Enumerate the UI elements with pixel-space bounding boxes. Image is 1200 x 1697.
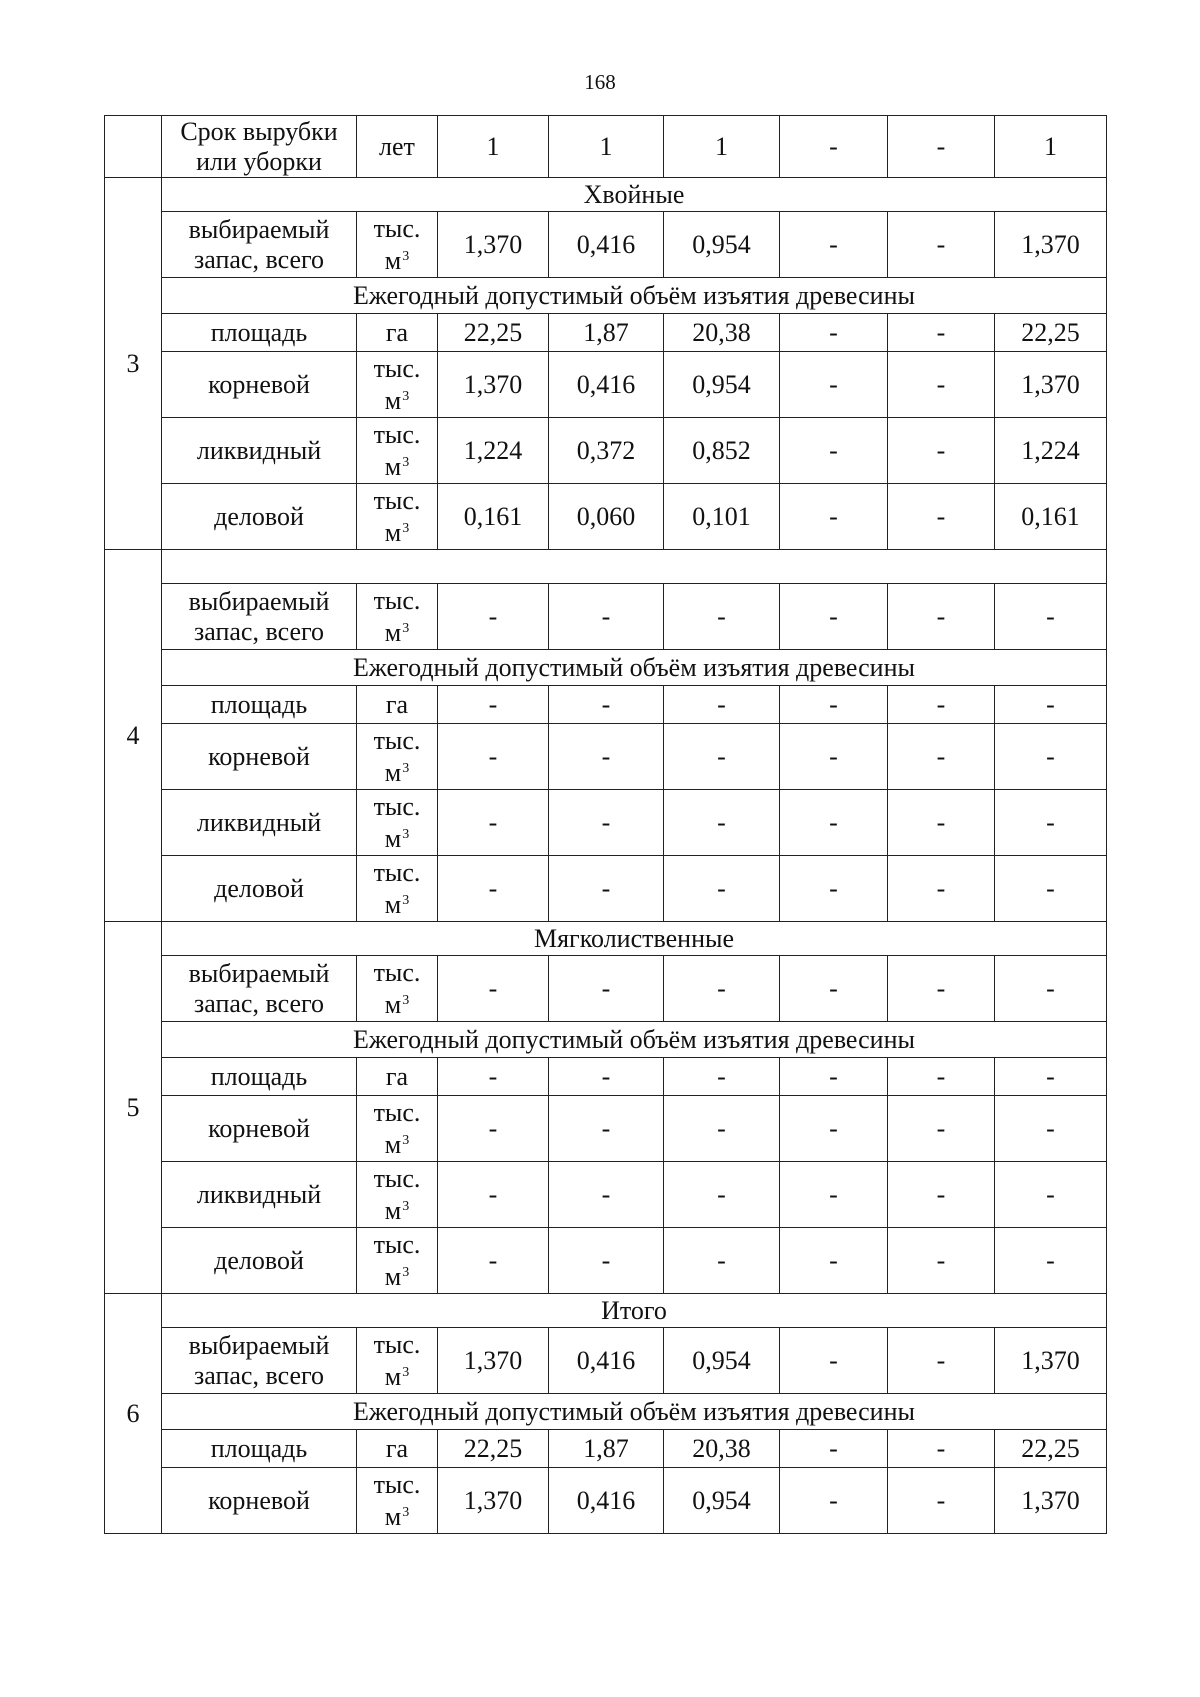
unit-text: тыс. xyxy=(373,485,421,515)
value-cell: 0,161 xyxy=(995,484,1107,550)
value-cell: - xyxy=(995,956,1107,1022)
unit-base: $м^3$ xyxy=(384,617,410,647)
section-number: 4 xyxy=(105,550,162,922)
value-cell: - xyxy=(888,1058,995,1096)
unit-exponent: 3 xyxy=(402,1504,410,1520)
section-title: Итого xyxy=(162,1294,1107,1328)
table-row xyxy=(105,1058,1107,1096)
value-cell: - xyxy=(438,1162,549,1228)
value-cell: - xyxy=(888,1468,995,1534)
table-row xyxy=(105,1096,1107,1162)
table-row xyxy=(105,724,1107,790)
unit-exponent: 3 xyxy=(402,620,410,636)
value-cell: - xyxy=(438,790,549,856)
value-cell: - xyxy=(995,584,1107,650)
row-label: корневой xyxy=(162,1096,357,1162)
value-cell: 1,87 xyxy=(549,1430,664,1468)
row-label: выбираемый запас, всего xyxy=(162,956,357,1022)
table-row xyxy=(105,1430,1107,1468)
value-cell: - xyxy=(780,686,888,724)
value-cell: - xyxy=(438,1058,549,1096)
value-cell: 1,370 xyxy=(995,1328,1107,1394)
value-cell: - xyxy=(995,1162,1107,1228)
value-cell: - xyxy=(664,1162,780,1228)
value-cell: - xyxy=(664,1096,780,1162)
value-cell: 0,372 xyxy=(549,418,664,484)
row-label: площадь xyxy=(162,1430,357,1468)
unit-cell xyxy=(357,314,438,352)
unit-cell xyxy=(357,1228,438,1294)
value-cell: 1,370 xyxy=(995,212,1107,278)
row-label: выбираемый запас, всего xyxy=(162,1328,357,1394)
value-cell: - xyxy=(549,686,664,724)
value-cell: 1 xyxy=(995,116,1107,178)
value-cell: 20,38 xyxy=(664,1430,780,1468)
value-cell: - xyxy=(549,1096,664,1162)
value-cell: 1,370 xyxy=(438,352,549,418)
unit-text: га xyxy=(385,317,409,347)
section-title xyxy=(162,550,1107,584)
unit-base: $м^3$ xyxy=(384,823,410,853)
value-cell: - xyxy=(549,1162,664,1228)
annual-header-row xyxy=(105,650,1107,686)
unit-cell xyxy=(357,212,438,278)
table-row xyxy=(105,790,1107,856)
table-row xyxy=(105,484,1107,550)
unit-cell xyxy=(357,484,438,550)
annual-header: Ежегодный допустимый объём изъятия древесины xyxy=(162,650,1107,686)
value-cell: 22,25 xyxy=(438,1430,549,1468)
row-label: площадь xyxy=(162,314,357,352)
table-row xyxy=(105,584,1107,650)
value-cell: - xyxy=(780,116,888,178)
value-cell: 1,370 xyxy=(995,352,1107,418)
unit-cell xyxy=(357,1468,438,1534)
unit-text: лет xyxy=(379,131,415,161)
unit-cell xyxy=(357,1162,438,1228)
value-cell: 1,224 xyxy=(438,418,549,484)
value-cell: 20,38 xyxy=(664,314,780,352)
unit-cell xyxy=(357,116,438,178)
value-cell: 0,161 xyxy=(438,484,549,550)
table-row xyxy=(105,1228,1107,1294)
unit-base: $м^3$ xyxy=(384,1361,410,1391)
unit-exponent: 3 xyxy=(402,992,410,1008)
row-number-cell xyxy=(105,116,162,178)
value-cell: - xyxy=(664,686,780,724)
value-cell: - xyxy=(438,724,549,790)
unit-text: га xyxy=(385,1061,409,1091)
unit-text: га xyxy=(385,689,409,719)
value-cell: - xyxy=(780,1228,888,1294)
value-cell: - xyxy=(780,790,888,856)
value-cell: - xyxy=(780,1328,888,1394)
table-row xyxy=(105,1162,1107,1228)
value-cell: 0,416 xyxy=(549,352,664,418)
row-label: площадь xyxy=(162,686,357,724)
value-cell: - xyxy=(888,1228,995,1294)
value-cell: - xyxy=(780,956,888,1022)
value-cell: 0,954 xyxy=(664,352,780,418)
unit-base: $м^3$ xyxy=(384,517,410,547)
value-cell: 1,370 xyxy=(438,212,549,278)
row-label: ликвидный xyxy=(162,418,357,484)
value-cell: - xyxy=(780,1468,888,1534)
unit-exponent: 3 xyxy=(402,454,410,470)
value-cell: - xyxy=(438,686,549,724)
value-cell: - xyxy=(438,1228,549,1294)
unit-exponent: 3 xyxy=(402,826,410,842)
value-cell: - xyxy=(549,1058,664,1096)
section-header-row xyxy=(105,550,1107,584)
value-cell: - xyxy=(780,212,888,278)
value-cell: - xyxy=(888,314,995,352)
unit-base: $м^3$ xyxy=(384,245,410,275)
row-label: выбираемый запас, всего xyxy=(162,212,357,278)
value-cell: - xyxy=(780,1430,888,1468)
unit-text: тыс. xyxy=(373,419,421,449)
value-cell: 1,370 xyxy=(438,1468,549,1534)
value-cell: - xyxy=(888,686,995,724)
value-cell: 0,954 xyxy=(664,1468,780,1534)
value-cell: - xyxy=(780,418,888,484)
section-header-row xyxy=(105,178,1107,212)
value-cell: 0,101 xyxy=(664,484,780,550)
value-cell: 1,370 xyxy=(438,1328,549,1394)
table-row xyxy=(105,418,1107,484)
forest-volume-table xyxy=(104,115,1107,1534)
unit-base: $м^3$ xyxy=(384,1129,410,1159)
row-label: корневой xyxy=(162,724,357,790)
unit-cell xyxy=(357,1096,438,1162)
value-cell: - xyxy=(549,724,664,790)
value-cell: - xyxy=(995,724,1107,790)
annual-header: Ежегодный допустимый объём изъятия древесины xyxy=(162,1394,1107,1430)
value-cell: - xyxy=(888,1430,995,1468)
annual-header: Ежегодный допустимый объём изъятия древесины xyxy=(162,278,1107,314)
annual-header-row xyxy=(105,1394,1107,1430)
section-number: 6 xyxy=(105,1294,162,1534)
row-label: корневой xyxy=(162,1468,357,1534)
value-cell: 0,060 xyxy=(549,484,664,550)
unit-cell xyxy=(357,724,438,790)
unit-text: тыс. xyxy=(373,1163,421,1193)
value-cell: 1,370 xyxy=(995,1468,1107,1534)
table-row xyxy=(105,686,1107,724)
value-cell: - xyxy=(995,686,1107,724)
value-cell: - xyxy=(995,1228,1107,1294)
unit-exponent: 3 xyxy=(402,760,410,776)
value-cell: - xyxy=(888,116,995,178)
value-cell: - xyxy=(888,1096,995,1162)
section-title: Мягколиственные xyxy=(162,922,1107,956)
value-cell: - xyxy=(995,790,1107,856)
value-cell: - xyxy=(780,1096,888,1162)
unit-text: тыс. xyxy=(373,791,421,821)
row-label: ликвидный xyxy=(162,790,357,856)
unit-cell xyxy=(357,686,438,724)
unit-exponent: 3 xyxy=(402,892,410,908)
value-cell: - xyxy=(549,956,664,1022)
unit-base: $м^3$ xyxy=(384,385,410,415)
value-cell: 0,416 xyxy=(549,1468,664,1534)
value-cell: - xyxy=(549,856,664,922)
table-row xyxy=(105,1328,1107,1394)
value-cell: - xyxy=(549,1228,664,1294)
unit-exponent: 3 xyxy=(402,1132,410,1148)
row-label: Срок вырубки или уборки xyxy=(162,116,357,178)
value-cell: 22,25 xyxy=(995,1430,1107,1468)
value-cell: - xyxy=(780,352,888,418)
unit-text: тыс. xyxy=(373,725,421,755)
value-cell: - xyxy=(664,1228,780,1294)
row-label: деловой xyxy=(162,856,357,922)
value-cell: - xyxy=(888,212,995,278)
value-cell: - xyxy=(780,484,888,550)
table-row xyxy=(105,1468,1107,1534)
unit-cell xyxy=(357,790,438,856)
unit-text: тыс. xyxy=(373,957,421,987)
value-cell: - xyxy=(664,1058,780,1096)
unit-text: тыс. xyxy=(373,857,421,887)
unit-base: $м^3$ xyxy=(384,1261,410,1291)
unit-cell xyxy=(357,956,438,1022)
value-cell: - xyxy=(438,584,549,650)
page-number: 168 xyxy=(584,70,616,94)
value-cell: - xyxy=(888,790,995,856)
value-cell: 1 xyxy=(664,116,780,178)
unit-cell xyxy=(357,1430,438,1468)
value-cell: 0,954 xyxy=(664,212,780,278)
unit-exponent: 3 xyxy=(402,520,410,536)
value-cell: - xyxy=(888,352,995,418)
unit-text: тыс. xyxy=(373,1229,421,1259)
value-cell: - xyxy=(888,856,995,922)
unit-cell xyxy=(357,1058,438,1096)
value-cell: - xyxy=(780,1058,888,1096)
value-cell: - xyxy=(888,584,995,650)
value-cell: 1 xyxy=(438,116,549,178)
table-row xyxy=(105,856,1107,922)
value-cell: - xyxy=(664,856,780,922)
unit-base: $м^3$ xyxy=(384,757,410,787)
unit-base: $м^3$ xyxy=(384,451,410,481)
value-cell: - xyxy=(780,584,888,650)
value-cell: 1,87 xyxy=(549,314,664,352)
unit-text: тыс. xyxy=(373,1097,421,1127)
unit-cell xyxy=(357,856,438,922)
row-label: деловой xyxy=(162,1228,357,1294)
unit-base: $м^3$ xyxy=(384,1195,410,1225)
section-number: 5 xyxy=(105,922,162,1294)
value-cell: - xyxy=(549,790,664,856)
unit-cell xyxy=(357,584,438,650)
value-cell: - xyxy=(888,1328,995,1394)
annual-header-row xyxy=(105,1022,1107,1058)
table-row xyxy=(105,212,1107,278)
unit-base: $м^3$ xyxy=(384,889,410,919)
row-label: площадь xyxy=(162,1058,357,1096)
value-cell: - xyxy=(664,724,780,790)
unit-text: тыс. xyxy=(373,213,421,243)
table-row xyxy=(105,116,1107,178)
value-cell: - xyxy=(438,856,549,922)
unit-base: $м^3$ xyxy=(384,989,410,1019)
value-cell: - xyxy=(888,484,995,550)
unit-cell xyxy=(357,1328,438,1394)
value-cell: - xyxy=(664,584,780,650)
value-cell: - xyxy=(888,724,995,790)
value-cell: - xyxy=(780,724,888,790)
unit-cell xyxy=(357,418,438,484)
section-number: 3 xyxy=(105,178,162,550)
value-cell: 0,416 xyxy=(549,212,664,278)
section-header-row xyxy=(105,922,1107,956)
row-label: деловой xyxy=(162,484,357,550)
section-title: Хвойные xyxy=(162,178,1107,212)
unit-exponent: 3 xyxy=(402,1264,410,1280)
table-row xyxy=(105,352,1107,418)
table-row xyxy=(105,314,1107,352)
row-label: выбираемый запас, всего xyxy=(162,584,357,650)
unit-text: га xyxy=(385,1433,409,1463)
value-cell: - xyxy=(995,1096,1107,1162)
value-cell: 0,954 xyxy=(664,1328,780,1394)
value-cell: - xyxy=(780,856,888,922)
section-header-row xyxy=(105,1294,1107,1328)
value-cell: - xyxy=(780,314,888,352)
value-cell: - xyxy=(995,856,1107,922)
value-cell: 1,224 xyxy=(995,418,1107,484)
value-cell: 22,25 xyxy=(438,314,549,352)
value-cell: - xyxy=(888,418,995,484)
value-cell: - xyxy=(888,956,995,1022)
unit-exponent: 3 xyxy=(402,248,410,264)
unit-exponent: 3 xyxy=(402,1364,410,1380)
unit-base: $м^3$ xyxy=(384,1501,410,1531)
unit-exponent: 3 xyxy=(402,388,410,404)
unit-exponent: 3 xyxy=(402,1198,410,1214)
value-cell: - xyxy=(888,1162,995,1228)
unit-text: тыс. xyxy=(373,585,421,615)
annual-header: Ежегодный допустимый объём изъятия древесины xyxy=(162,1022,1107,1058)
row-label: корневой xyxy=(162,352,357,418)
unit-text: тыс. xyxy=(373,353,421,383)
unit-text: тыс. xyxy=(373,1469,421,1499)
unit-text: тыс. xyxy=(373,1329,421,1359)
value-cell: - xyxy=(995,1058,1107,1096)
value-cell: 1 xyxy=(549,116,664,178)
value-cell: - xyxy=(664,956,780,1022)
value-cell: - xyxy=(664,790,780,856)
annual-header-row xyxy=(105,278,1107,314)
value-cell: 22,25 xyxy=(995,314,1107,352)
value-cell: - xyxy=(438,956,549,1022)
value-cell: - xyxy=(549,584,664,650)
value-cell: 0,852 xyxy=(664,418,780,484)
value-cell: - xyxy=(438,1096,549,1162)
table-row xyxy=(105,956,1107,1022)
value-cell: 0,416 xyxy=(549,1328,664,1394)
value-cell: - xyxy=(780,1162,888,1228)
row-label: ликвидный xyxy=(162,1162,357,1228)
unit-cell xyxy=(357,352,438,418)
